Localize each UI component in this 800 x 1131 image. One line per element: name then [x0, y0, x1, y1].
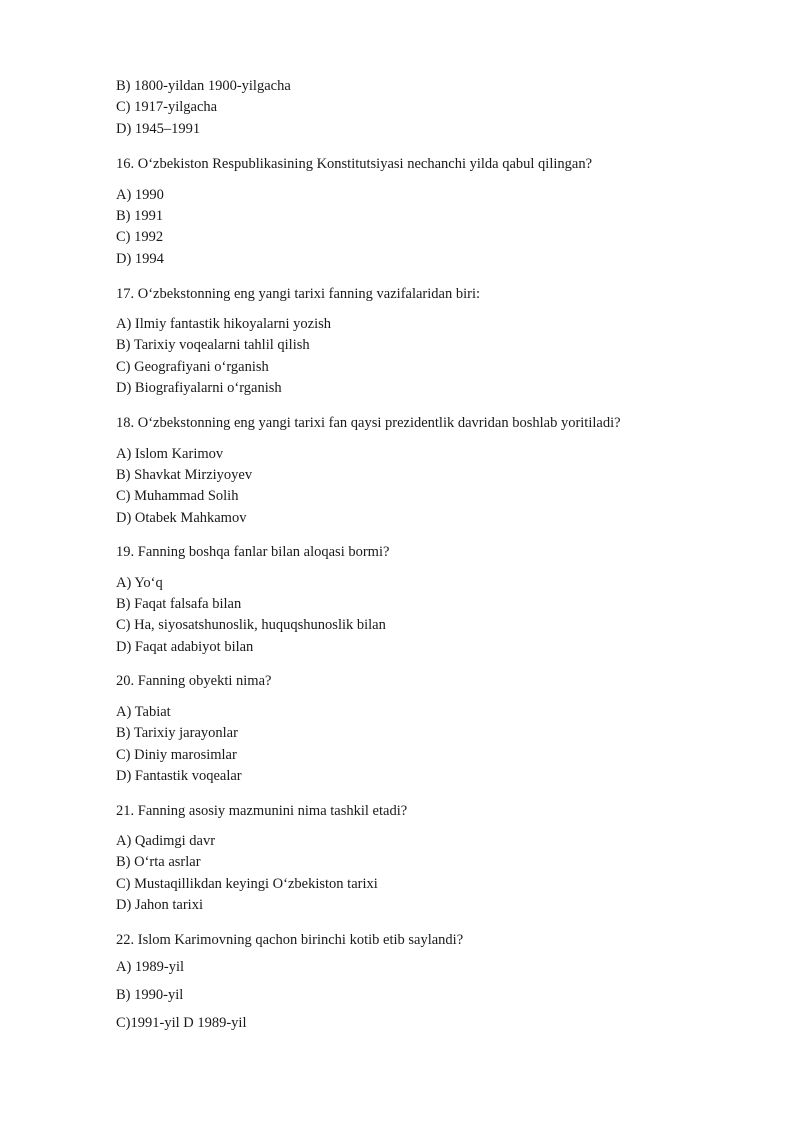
- option-17-d: D) Biografiyalarni o‘rganish: [116, 380, 282, 396]
- question-20: 20. Fanning obyekti nima?: [116, 673, 272, 689]
- question-16: 16. O‘zbekiston Respublikasining Konstitutsiyasi nechanchi yilda qabul qilingan?: [116, 156, 593, 172]
- option-20-c: C) Diniy marosimlar: [116, 747, 237, 763]
- question-21: 21. Fanning asosiy mazmunini nima tashkil etadi?: [116, 803, 408, 819]
- option-17-c: C) Geografiyani o‘rganish: [116, 359, 269, 375]
- option-16-a: A) 1990: [116, 187, 164, 203]
- option-18-d: D) Otabek Mahkamov: [116, 510, 247, 526]
- option-19-a: A) Yo‘q: [116, 575, 163, 591]
- option-18-b: B) Shavkat Mirziyoyev: [116, 467, 253, 483]
- option-16-d: D) 1994: [116, 251, 164, 267]
- option-19-c: C) Ha, siyosatshunoslik, huquqshunoslik bilan: [116, 617, 386, 633]
- option-18-a: A) Islom Karimov: [116, 446, 224, 462]
- option-20-b: B) Tarixiy jarayonlar: [116, 725, 238, 741]
- option-22-a: A) 1989-yil: [116, 959, 185, 975]
- question-22: 22. Islom Karimovning qachon birinchi kotib etib saylandi?: [116, 932, 464, 948]
- option-15-c: C) 1917-yilgacha: [116, 99, 218, 115]
- option-19-d: D) Faqat adabiyot bilan: [116, 639, 254, 655]
- option-16-b: B) 1991: [116, 208, 164, 224]
- option-21-d: D) Jahon tarixi: [116, 897, 203, 913]
- option-21-a: A) Qadimgi davr: [116, 833, 216, 849]
- option-20-d: D) Fantastik voqealar: [116, 768, 242, 784]
- option-19-b: B) Faqat falsafa bilan: [116, 596, 242, 612]
- option-15-b: B) 1800-yildan 1900-yilgacha: [116, 78, 291, 94]
- option-18-c: C) Muhammad Solih: [116, 488, 239, 504]
- option-17-b: B) Tarixiy voqealarni tahlil qilish: [116, 337, 310, 353]
- option-21-c: C) Mustaqillikdan keyingi O‘zbekiston tarixi: [116, 876, 378, 892]
- option-15-d: D) 1945–1991: [116, 121, 201, 137]
- question-17: 17. O‘zbekstonning eng yangi tarixi fanning vazifalaridan biri:: [116, 286, 481, 302]
- option-22-b: B) 1990-yil: [116, 987, 184, 1003]
- option-17-a: A) Ilmiy fantastik hikoyalarni yozish: [116, 316, 332, 332]
- question-19: 19. Fanning boshqa fanlar bilan aloqasi bormi?: [116, 544, 390, 560]
- option-20-a: A) Tabiat: [116, 704, 171, 720]
- option-22-c-d: C)1991-yil D 1989-yil: [116, 1015, 247, 1031]
- option-21-b: B) O‘rta asrlar: [116, 854, 201, 870]
- question-18: 18. O‘zbekstonning eng yangi tarixi fan qaysi prezidentlik davridan boshlab yoritiladi?: [116, 415, 621, 431]
- option-16-c: C) 1992: [116, 229, 164, 245]
